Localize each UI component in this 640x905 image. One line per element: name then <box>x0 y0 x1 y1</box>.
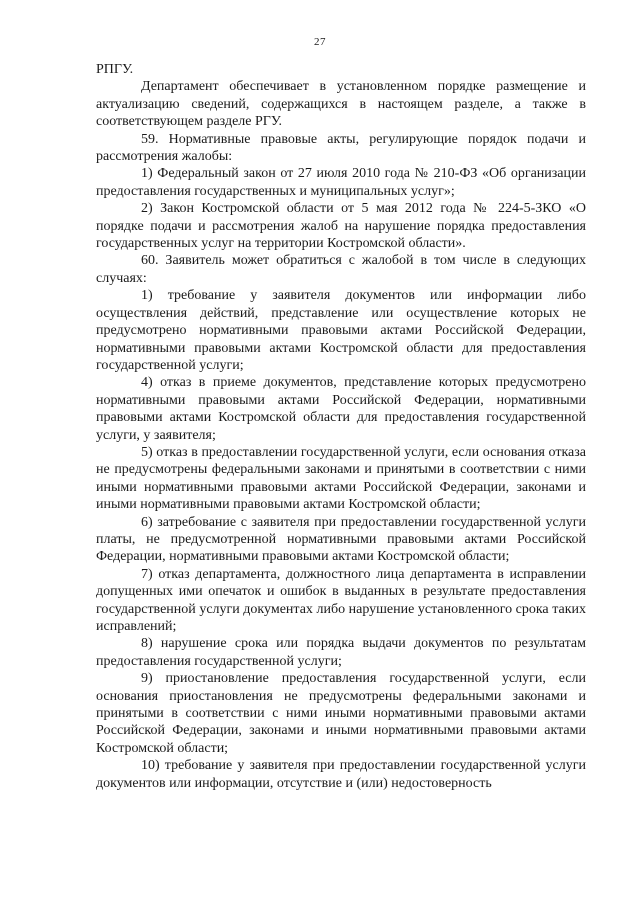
paragraph: 7) отказ департамента, должностного лица департамента в исправлении допущенных ими опечаток и ошибок в выданных в результате предоставления государственной услуги документах либо нарушение установленного срока таких исправлений; <box>96 566 586 634</box>
body-text <box>96 61 586 792</box>
paragraph: 1) требование у заявителя документов или информации либо осуществления действий, представление или осуществление которых не предусмотрено нормативными правовыми актами Российской Федерации, нормативными правовыми актами Костромской области для предоставления государственной услуги; <box>96 288 586 373</box>
page-number: 27 <box>314 36 326 48</box>
paragraph: Департамент обеспечивает в установленном порядке размещение и актуализацию сведений, содержащихся в настоящем разделе, а также в соответствующем разделе РГУ. <box>96 79 586 130</box>
paragraph: 4) отказ в приеме документов, представление которых предусмотрено нормативными правовыми актами Российской Федерации, нормативными правовыми актами Костромской области для предоставления государственной услуги, у заявителя; <box>96 375 586 443</box>
paragraph: 9) приостановление предоставления государственной услуги, если основания приостановления не предусмотрены федеральными законами и принятыми в соответствии с ними иными нормативными правовыми актами Российской Федерации, законами и иными нормативными правовыми актами Костромской области; <box>96 671 586 756</box>
paragraph: 8) нарушение срока или порядка выдачи документов по результатам предоставления государственной услуги; <box>96 636 586 669</box>
paragraph: 2) Закон Костромской области от 5 мая 2012 года № 224-5-ЗКО «О порядке подачи и рассмотрения жалоб на нарушение порядка предоставления государственных услуг на территории Костромской области». <box>96 201 586 252</box>
paragraph: 1) Федеральный закон от 27 июля 2010 года № 210-ФЗ «Об организации предоставления государственных и муниципальных услуг»; <box>96 166 586 199</box>
paragraph: 59. Нормативные правовые акты, регулирующие порядок подачи и рассмотрения жалобы: <box>96 131 586 165</box>
paragraph: РПГУ. <box>96 62 134 77</box>
paragraph: 60. Заявитель может обратиться с жалобой в том числе в следующих случаях: <box>96 253 586 286</box>
paragraph: 6) затребование с заявителя при предоставлении государственной услуги платы, не предусмотренной нормативными правовыми актами Российской Федерации, нормативными правовыми актами Костромской области; <box>96 514 586 565</box>
paragraph: 5) отказ в предоставлении государственной услуги, если основания отказа не предусмотрены федеральными законами и принятыми в соответствии с ними иными нормативными правовыми актами Российской Федерации, законами и иными нормативными правовыми актами Костромской области; <box>96 444 586 513</box>
paragraph: 10) требование у заявителя при предоставлении государственной услуги документов или информации, отсутствие и (или) недостоверность <box>96 758 586 791</box>
